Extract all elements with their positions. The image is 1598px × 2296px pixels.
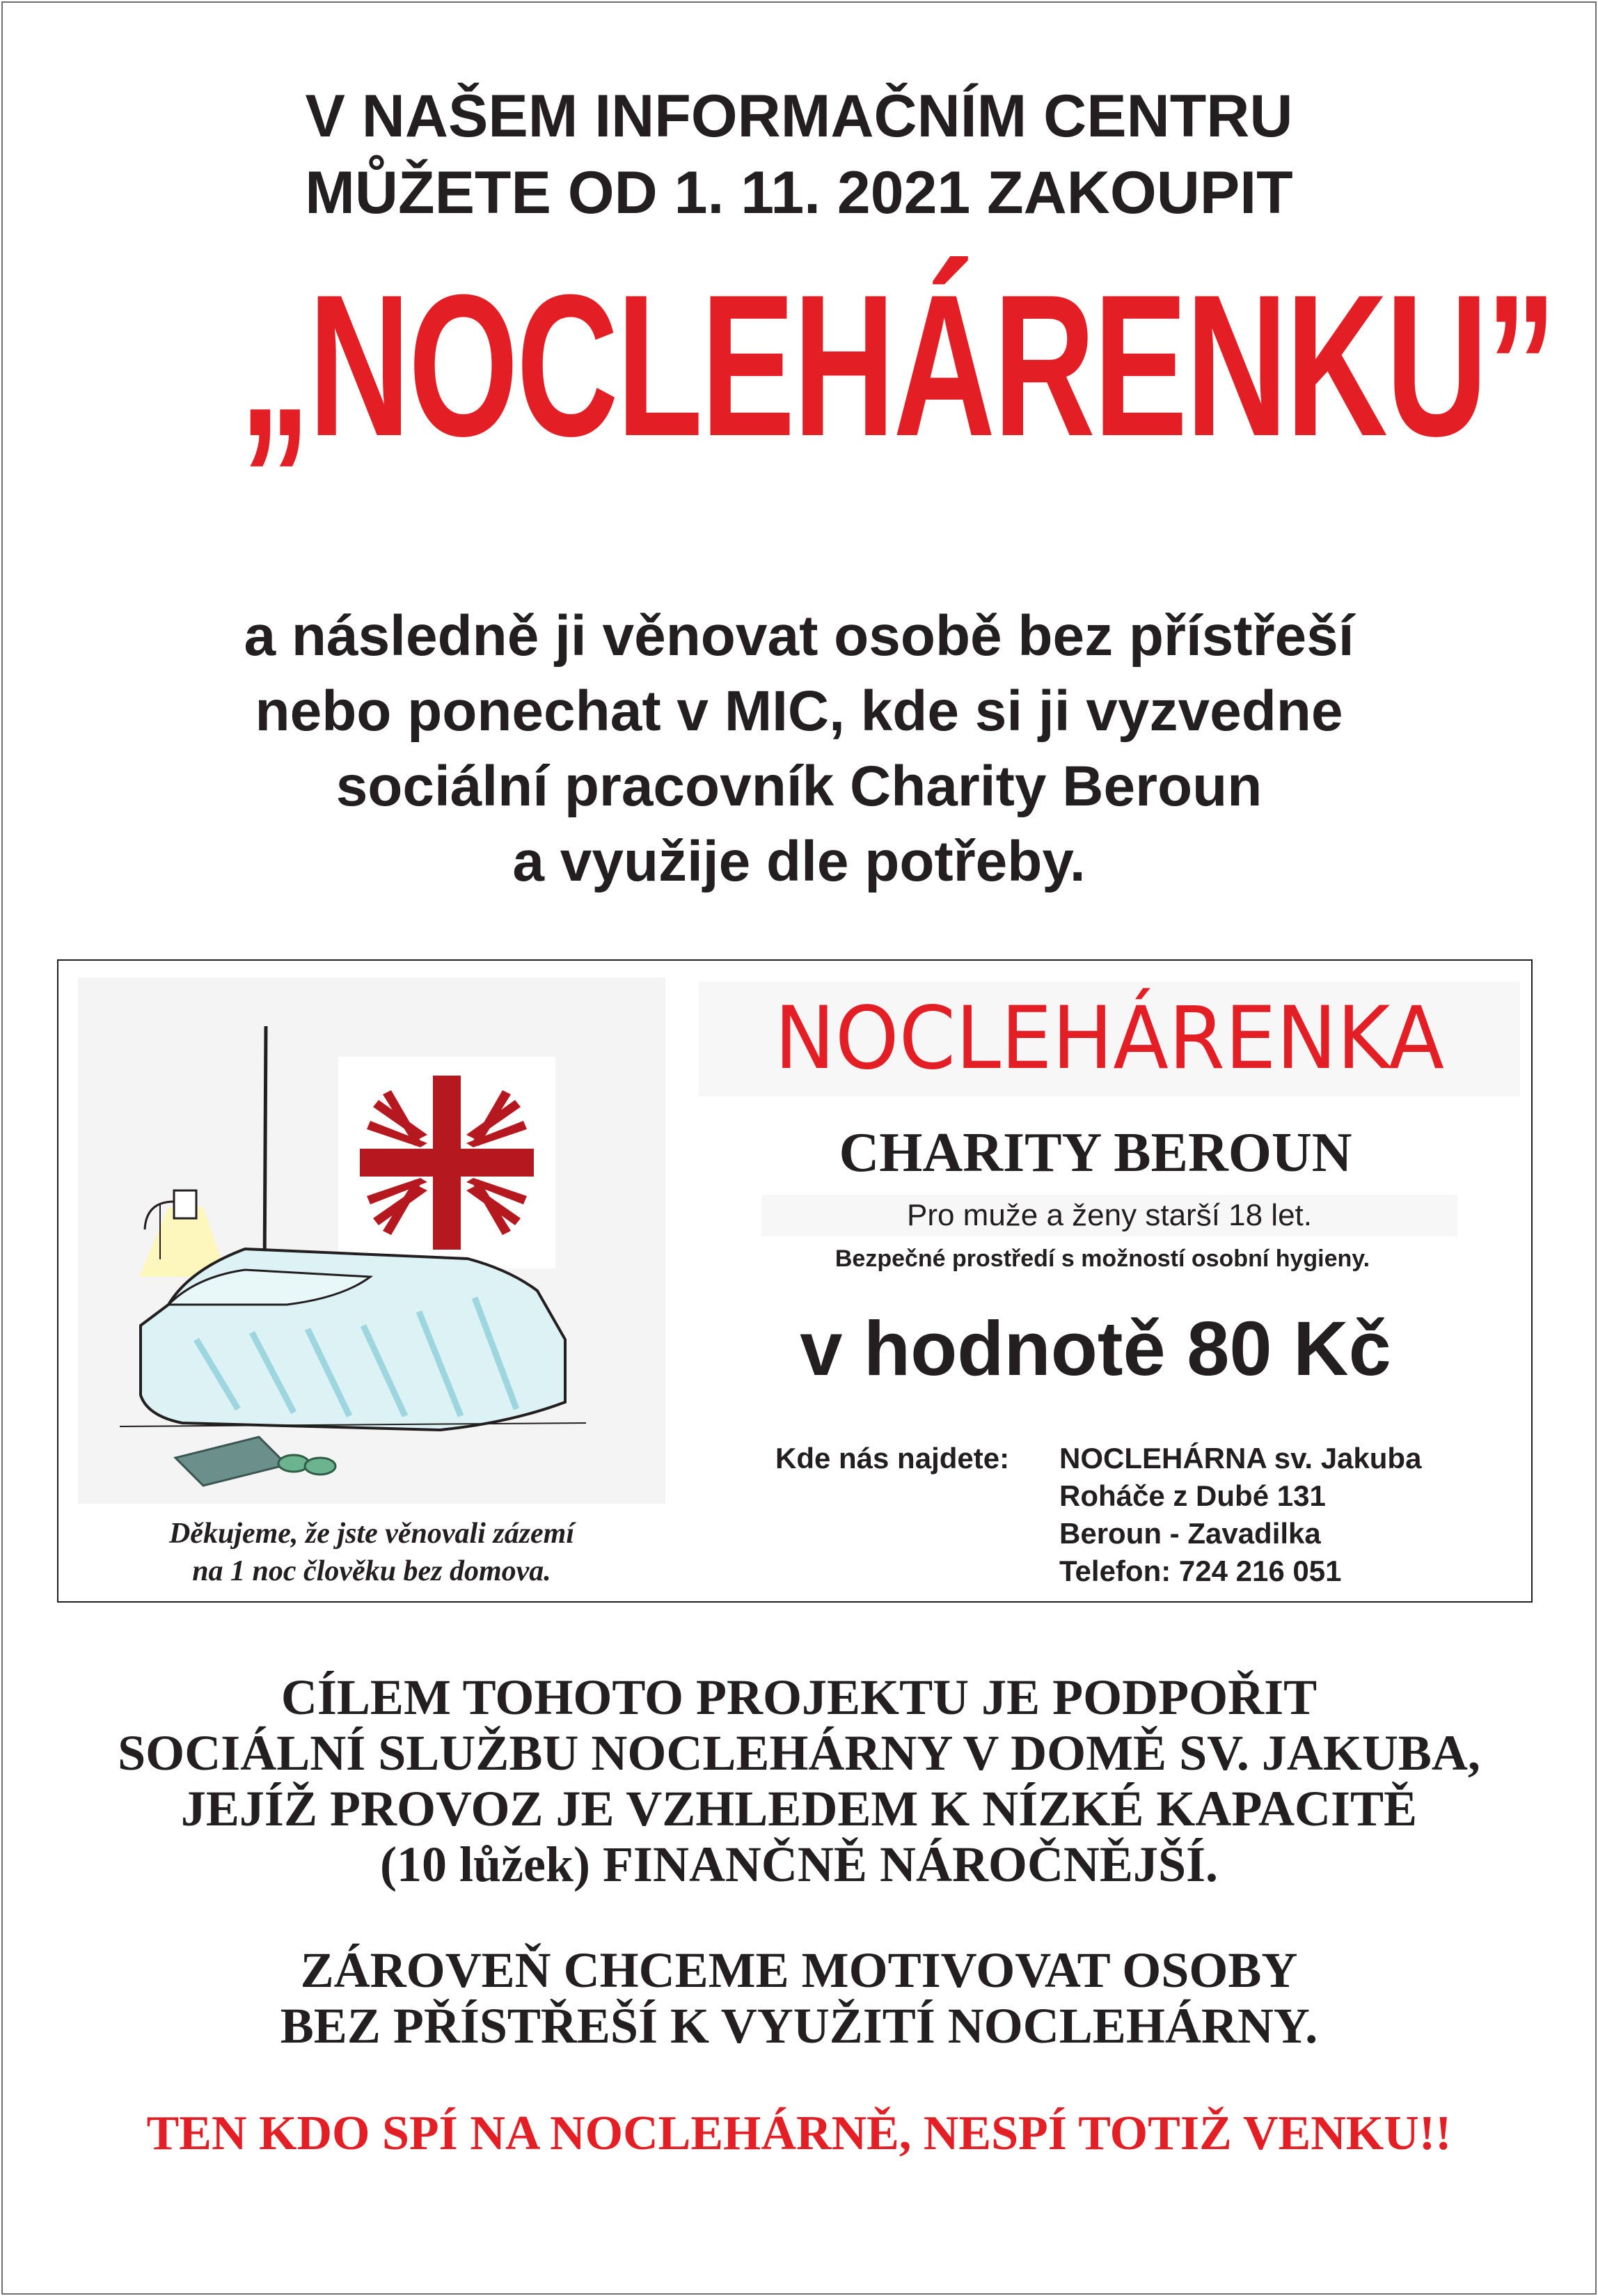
- ticket-illustration: [78, 977, 665, 1504]
- address-line: Roháče z Dubé 131: [1059, 1479, 1326, 1512]
- slogan: TEN KDO SPÍ NA NOCLEHÁRNĚ, NESPÍ TOTIŽ VENKU!!: [146, 2107, 1452, 2160]
- ticket-title-text: NOCLEHÁRENKA: [774, 989, 1445, 1089]
- goal-line: (10 lůžek) FINANČNĚ NÁROČNĚJŠÍ.: [379, 1837, 1219, 1892]
- main-title: „NOCLEHÁRENKU”: [239, 253, 1555, 478]
- bed-icon: [78, 977, 665, 1504]
- caritas-cross-icon: [338, 1057, 555, 1268]
- intro-line: a následně ji věnovat osobě bez přístřeší: [244, 604, 1354, 668]
- intro-line: nebo ponechat v MIC, kde si ji vyzvedne: [255, 679, 1343, 743]
- ticket-card: [57, 959, 1533, 1603]
- slippers-icon: [278, 1455, 335, 1475]
- goal-line: JEJÍŽ PROVOZ JE VZHLEDEM K NÍZKÉ KAPACITĚ: [180, 1781, 1418, 1837]
- rug-icon: [175, 1437, 287, 1486]
- goal-text: [0, 1669, 1598, 1892]
- caption-line: na 1 noc člověku bez domova.: [192, 1555, 551, 1587]
- phone-line: Telefon: 724 216 051: [1059, 1555, 1342, 1587]
- ticket-title: [699, 982, 1520, 1096]
- address-line: Beroun - Zavadilka: [1059, 1517, 1321, 1550]
- goal-line: SOCIÁLNÍ SLUŽBU NOCLEHÁRNY V DOMĚ SV. JAKUBA,: [118, 1725, 1480, 1781]
- caption-line: Děkujeme, že jste věnovali zázemí: [168, 1518, 575, 1550]
- ticket-org: CHARITY BEROUN: [839, 1122, 1352, 1184]
- ticket-audience: Pro muže a ženy starší 18 let.: [761, 1195, 1457, 1236]
- motivation-text: [0, 1942, 1598, 2054]
- goal-line: CÍLEM TOHOTO PROJEKTU JE PODPOŘIT: [280, 1669, 1318, 1725]
- header-line: V NAŠEM INFORMAČNÍM CENTRU: [305, 83, 1293, 150]
- intro-line: sociální pracovník Charity Beroun: [335, 755, 1263, 818]
- header-line: MŮŽETE OD 1. 11. 2021 ZAKOUPIT: [305, 159, 1293, 226]
- motivation-line: BEZ PŘÍSTŘEŠÍ K VYUŽITÍ NOCLEHÁRNY.: [280, 1998, 1318, 2054]
- motivation-line: ZÁROVEŇ CHCEME MOTIVOVAT OSOBY: [300, 1942, 1298, 1998]
- intro-line: a využije dle potřeby.: [512, 830, 1086, 893]
- ticket-caption: [58, 1515, 685, 1590]
- header: [0, 78, 1598, 231]
- ticket-value: v hodnotě 80 Kč: [800, 1306, 1391, 1392]
- where-label: Kde nás najdete:: [775, 1442, 1010, 1475]
- ticket-feature: Bezpečné prostředí s možností osobní hygieny.: [834, 1245, 1370, 1272]
- address-line: NOCLEHÁRNA sv. Jakuba: [1059, 1442, 1422, 1475]
- address-block: [1059, 1440, 1421, 1590]
- intro-text: [0, 599, 1598, 899]
